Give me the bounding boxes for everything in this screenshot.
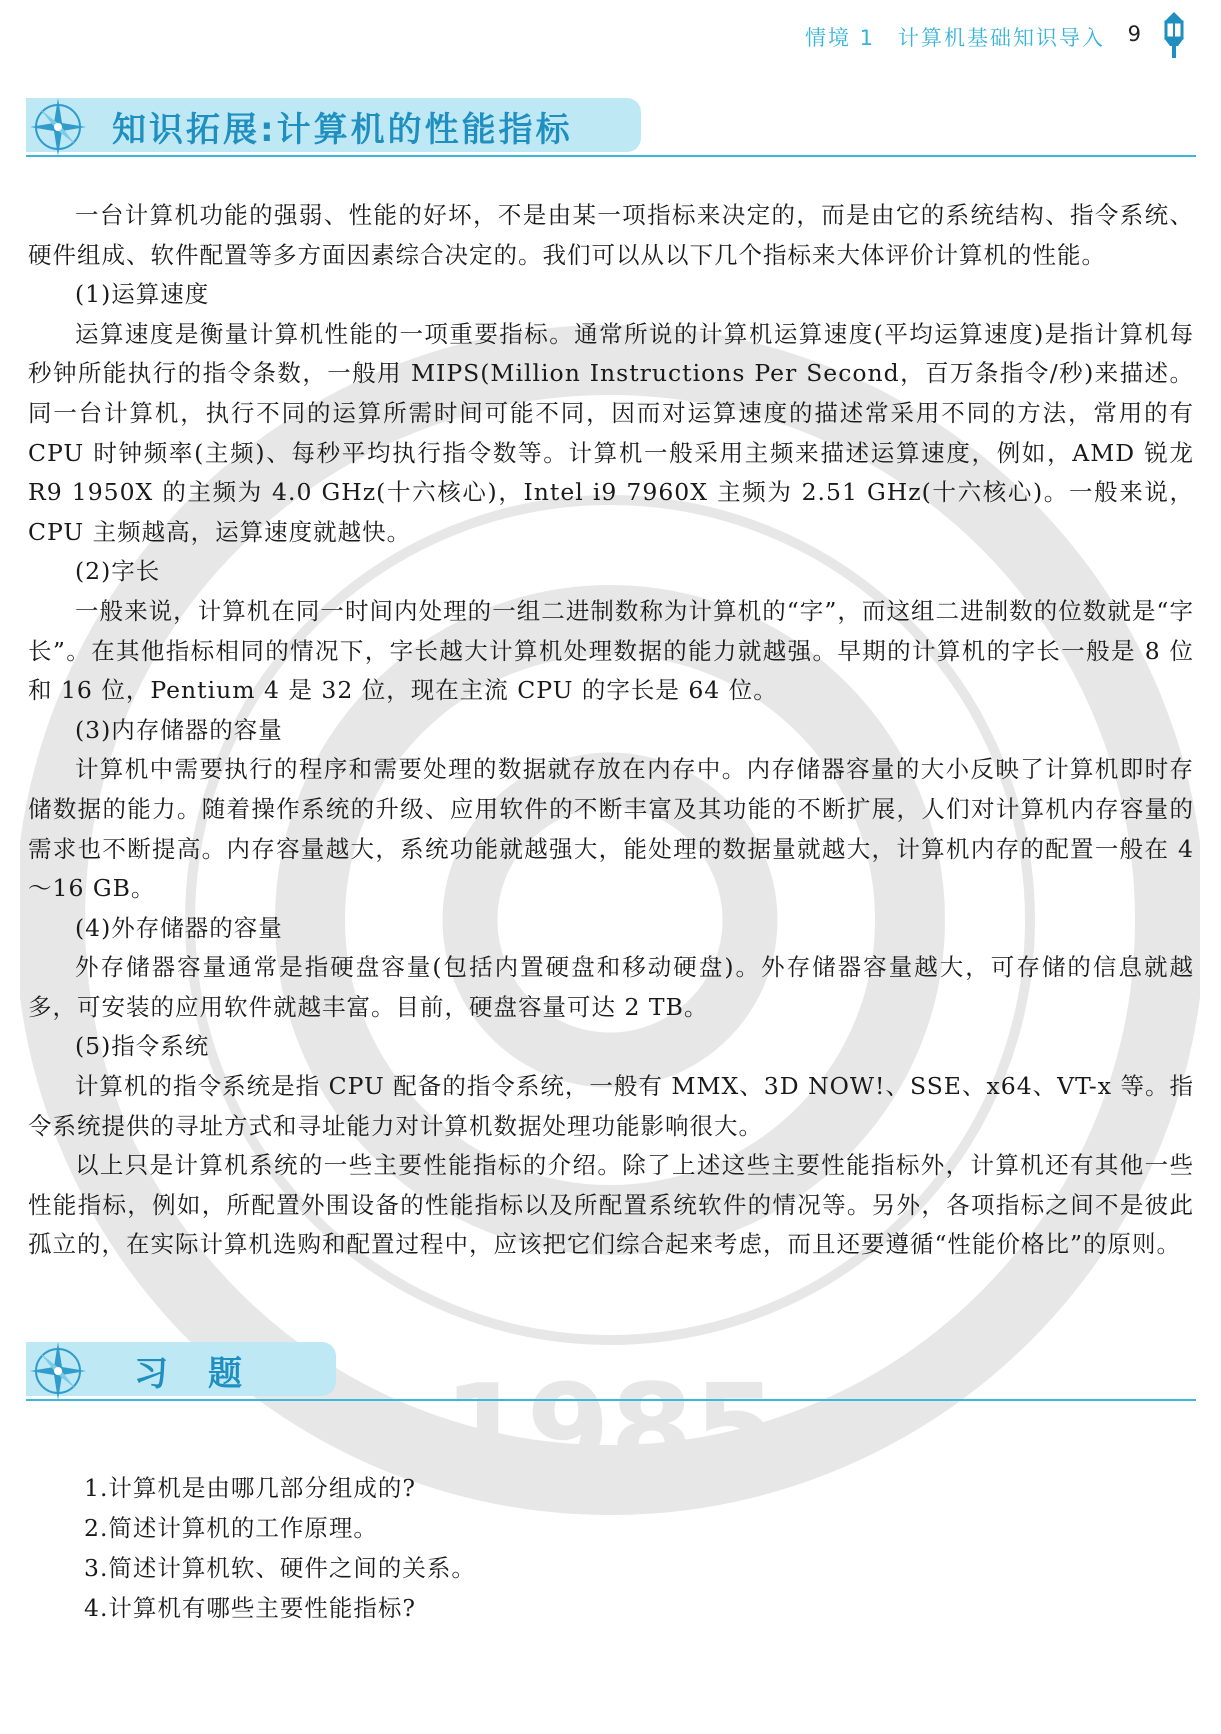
chapter-title: 情境 1 计算机基础知识导入 — [804, 26, 1105, 50]
paragraph-memory: 计算机中需要执行的程序和需要处理的数据就存放在内存中。内存储器容量的大小反映了计算机即时存储数据的能力。随着操作系统的升级、应用软件的不断丰富及其功能的不断扩展，人们对计算机内存容量的需求也不断提高。内存容量越大，系统功能就越强大，能处理的数据量就越大，计算机内存的配置一般在 4～16 GB。 — [28, 755, 1194, 903]
section-title: 知识拓展:计算机的性能指标 — [112, 110, 573, 150]
compass-icon — [26, 1338, 90, 1404]
exercise-item: 3.简述计算机软、硬件之间的关系。 — [84, 1554, 476, 1582]
banner-underline — [26, 1399, 1196, 1401]
banner-underline — [26, 155, 1196, 157]
compass-icon — [26, 94, 90, 160]
subheading-word-length: (2)字长 — [75, 557, 161, 586]
paragraph-word-length: 一般来说，计算机在同一时间内处理的一组二进制数称为计算机的“字”，而这组二进制数的位数就是“字长”。在其他指标相同的情况下，字长越大计算机处理数据的能力就越强。早期的计算机的字长一般是 8 位和 16 位，Pentium 4 是 32 位，现在主流 CPU 的字长是 64 位。 — [28, 596, 1194, 705]
section-title: 习 题 — [134, 1354, 245, 1394]
running-header — [0, 18, 1221, 66]
exercise-item: 2.简述计算机的工作原理。 — [84, 1514, 378, 1542]
page-number: 9 — [1127, 22, 1141, 46]
subheading-memory: (3)内存储器的容量 — [75, 715, 283, 744]
intro-paragraph: 一台计算机功能的强弱、性能的好坏，不是由某一项指标来决定的，而是由它的系统结构、指令系统、硬件组成、软件配置等多方面因素综合决定的。我们可以从以下几个指标来大体评价计算机的性能。 — [28, 201, 1194, 269]
subheading-speed: (1)运算速度 — [75, 280, 210, 309]
lamp-icon — [1157, 10, 1191, 60]
exercise-item: 1.计算机是由哪几部分组成的? — [84, 1474, 417, 1502]
paragraph-instruction-set: 计算机的指令系统是指 CPU 配备的指令系统，一般有 MMX、3D NOW!、SSE、x64、VT-x 等。指令系统提供的寻址方式和寻址能力对计算机数据处理功能影响很大。 — [28, 1072, 1194, 1140]
section-banner-exercises — [26, 1342, 1196, 1404]
watermark-year: 1985 — [443, 1360, 777, 1499]
section-banner-knowledge — [26, 98, 1196, 160]
article-body — [28, 196, 1194, 1265]
exercise-item: 4.计算机有哪些主要性能指标? — [84, 1594, 417, 1622]
subheading-storage: (4)外存储器的容量 — [75, 913, 283, 942]
paragraph-summary: 以上只是计算机系统的一些主要性能指标的介绍。除了上述这些主要性能指标外，计算机还有其他一些性能指标，例如，所配置外围设备的性能指标以及所配置系统软件的情况等。另外，各项指标之间不是彼此孤立的，在实际计算机选购和配置过程中，应该把它们综合起来考虑，而且还要遵循“性能价格比”的原则。 — [28, 1151, 1194, 1259]
paragraph-speed: 运算速度是衡量计算机性能的一项重要指标。通常所说的计算机运算速度(平均运算速度)是指计算机每秒钟所能执行的指令条数，一般用 MIPS(Million Instructions Per Second，百万条指令/秒)来描述。同一台计算机，执行不同的运算所需时间可能不同，因而对运算速度的描述常采用不同的方法，常用的有 CPU 时钟频率(主频)、每秒平均执行指令数等。计算机一般采用主频来描述运算速度，例如，AMD 锐龙 R9 1950X 的主频为 4.0 GHz(十六核心)，Intel i9 7960X 主频为 2.51 GHz(十六核心)。一般来说，CPU 主频越高，运算速度就越快。 — [28, 319, 1194, 546]
paragraph-storage: 外存储器容量通常是指硬盘容量(包括内置硬盘和移动硬盘)。外存储器容量越大，可存储的信息就越多，可安装的应用软件就越丰富。目前，硬盘容量可达 2 TB。 — [28, 953, 1194, 1021]
exercise-list — [84, 1468, 1184, 1628]
subheading-instruction-set: (5)指令系统 — [75, 1032, 210, 1061]
